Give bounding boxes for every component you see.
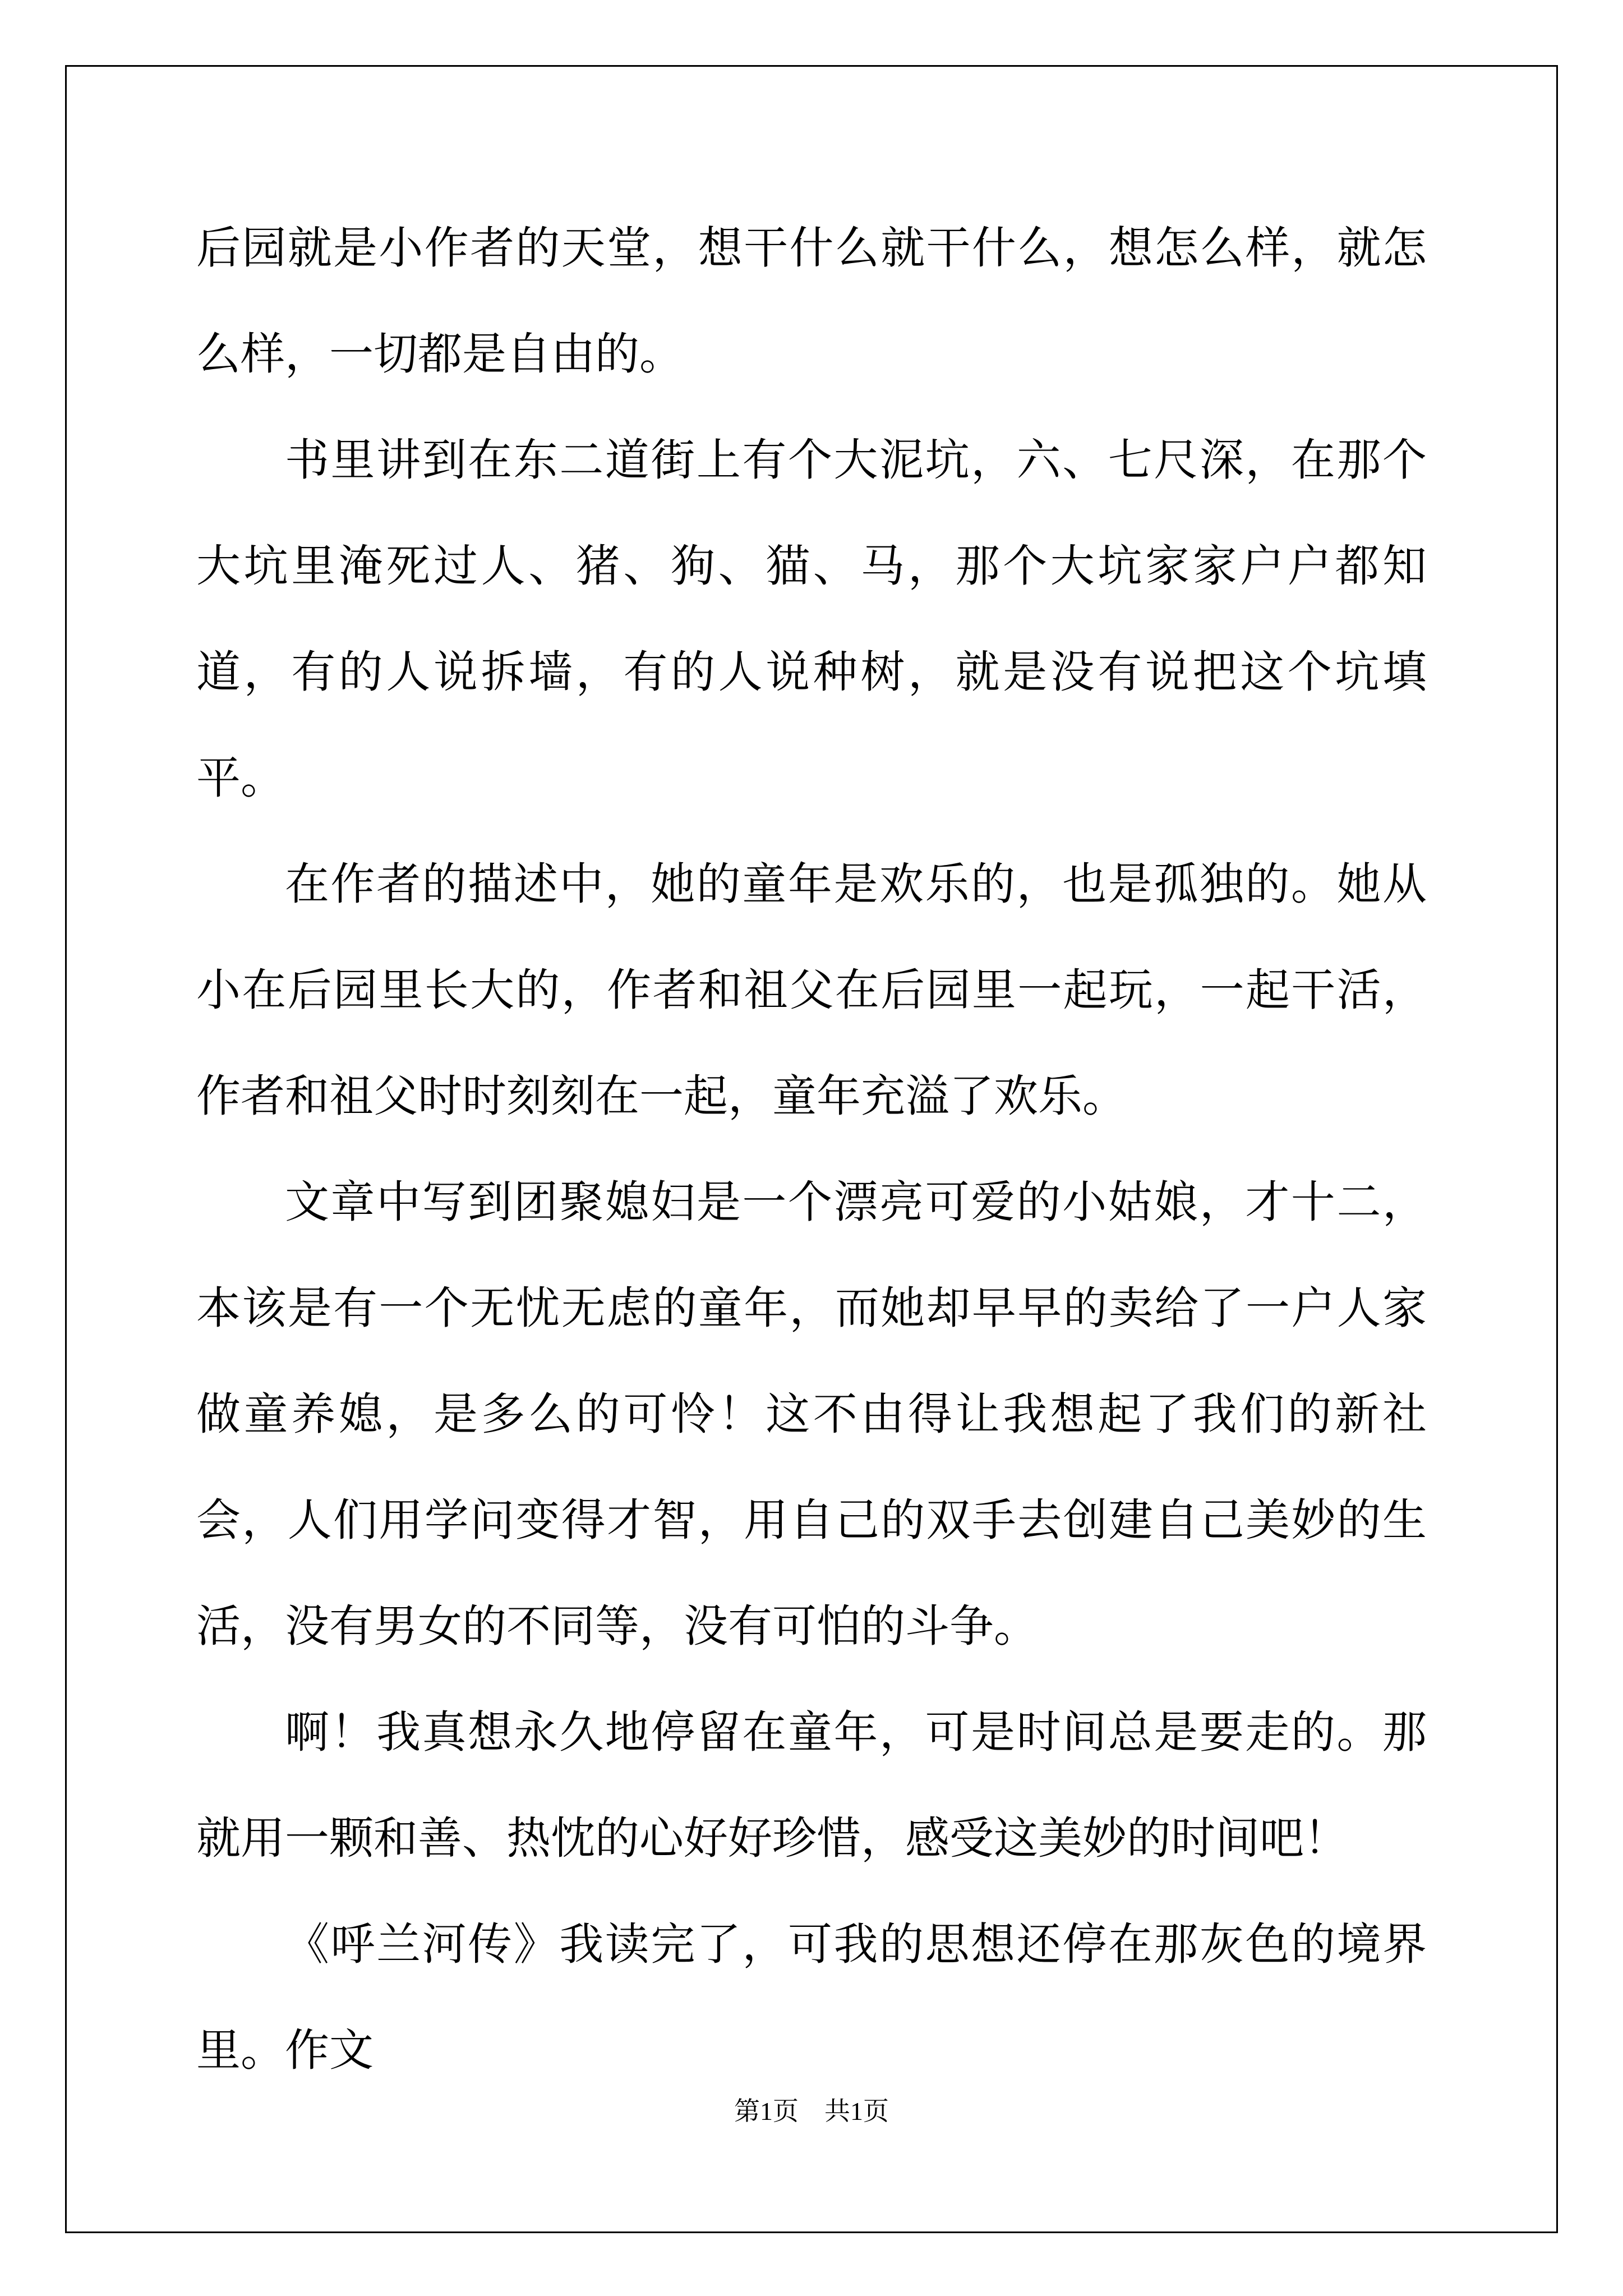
paragraph: 在作者的描述中，她的童年是欢乐的，也是孤独的。她从小在后园里长大的，作者和祖父在后园里一起玩，一起干活，作者和祖父时时刻刻在一起，童年充溢了欢乐。 — [196, 858, 1427, 1122]
paragraph: 《呼兰河传》我读完了，可我的思想还停在那灰色的境界里。作文 — [196, 1918, 1427, 2076]
document-body — [196, 195, 1427, 2104]
paragraph: 啊！我真想永久地停留在童年，可是时间总是要走的。那就用一颗和善、热忱的心好好珍惜，感受这美妙的时间吧！ — [196, 1706, 1427, 1864]
paragraph: 书里讲到在东二道街上有个大泥坑，六、七尺深，在那个大坑里淹死过人、猪、狗、猫、马，那个大坑家家户户都知道，有的人说拆墙，有的人说种树，就是没有说把这个坑填平。 — [196, 434, 1427, 804]
page-number: 第1页 共1页 — [734, 2097, 889, 2125]
paragraph: 后园就是小作者的天堂，想干什么就干什么，想怎么样，就怎么样，一切都是自由的。 — [196, 222, 1427, 380]
paragraph: 文章中写到团聚媳妇是一个漂亮可爱的小姑娘，才十二，本该是有一个无忧无虑的童年，而她却早早的卖给了一户人家做童养媳，是多么的可怜！这不由得让我想起了我们的新社会，人们用学问变得才智，用自己的双手去创建自己美妙的生活，没有男女的不同等，没有可怕的斗争。 — [196, 1176, 1427, 1652]
